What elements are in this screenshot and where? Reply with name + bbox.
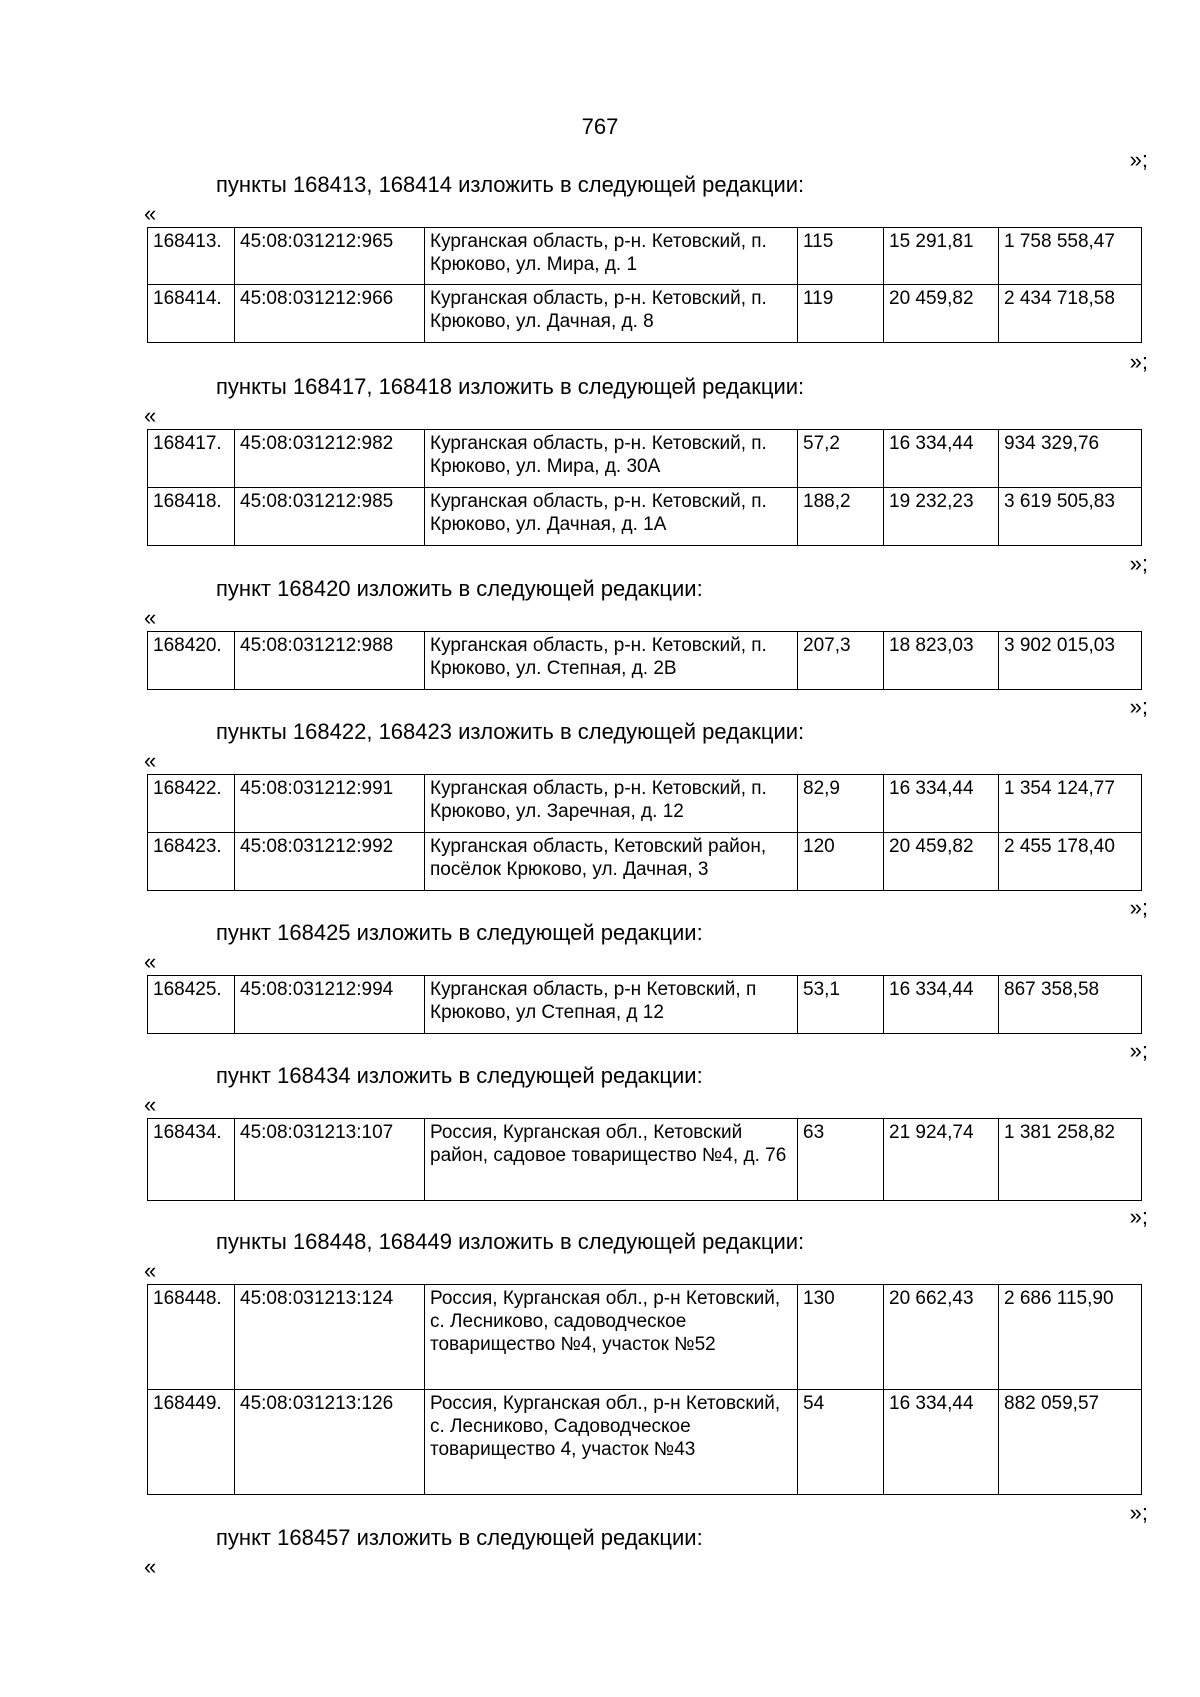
closing-quote: »;: [1129, 349, 1148, 374]
section-heading: пункт 168425 изложить в следующей редакции:: [216, 920, 703, 945]
area: 207,3: [798, 632, 884, 690]
table-row: [148, 833, 1142, 891]
address: Курганская область, Кетовский район, посёлок Крюково, ул. Дачная, 3: [425, 833, 798, 891]
page-number: 767: [581, 114, 619, 139]
row-number: 168420.: [148, 632, 235, 690]
section-heading: пункты 168422, 168423 изложить в следующей редакции:: [216, 719, 805, 744]
address: Россия, Курганская обл., р-н Кетовский, с. Лесниково, Садоводческое товарищество 4, участок №43: [425, 1390, 798, 1495]
rate: 19 232,23: [884, 488, 999, 546]
closing-quote: »;: [1129, 694, 1148, 719]
opening-quote: «: [144, 1092, 157, 1117]
opening-quote: «: [144, 201, 157, 226]
amendment-table: [147, 631, 1142, 690]
amendment-table: [147, 975, 1142, 1034]
rate: 18 823,03: [884, 632, 999, 690]
value: 867 358,58: [999, 976, 1142, 1034]
rate: 20 459,82: [884, 833, 999, 891]
value: 2 434 718,58: [999, 285, 1142, 343]
area: 120: [798, 833, 884, 891]
cadastral-number: 45:08:031213:124: [235, 1285, 425, 1390]
cadastral-number: 45:08:031212:982: [235, 430, 425, 488]
amendment-table: [147, 429, 1142, 546]
value: 3 902 015,03: [999, 632, 1142, 690]
section-heading: пункт 168434 изложить в следующей редакции:: [216, 1063, 703, 1088]
closing-quote: »;: [1129, 1204, 1148, 1229]
table-row: [148, 775, 1142, 833]
area: 119: [798, 285, 884, 343]
table-row: [148, 976, 1142, 1034]
row-number: 168449.: [148, 1390, 235, 1495]
value: 3 619 505,83: [999, 488, 1142, 546]
amendment-table: [147, 227, 1142, 343]
table-row: [148, 1390, 1142, 1495]
rate: 15 291,81: [884, 228, 999, 285]
area: 54: [798, 1390, 884, 1495]
rate: 16 334,44: [884, 976, 999, 1034]
amendment-table: [147, 774, 1142, 891]
cadastral-number: 45:08:031212:994: [235, 976, 425, 1034]
value: 882 059,57: [999, 1390, 1142, 1495]
closing-quote: »;: [1129, 551, 1148, 576]
table-row: [148, 488, 1142, 546]
section-heading: пункты 168448, 168449 изложить в следующей редакции:: [216, 1229, 805, 1254]
closing-quote: »;: [1129, 1500, 1148, 1525]
cadastral-number: 45:08:031212:988: [235, 632, 425, 690]
amendment-table: [147, 1118, 1142, 1201]
cadastral-number: 45:08:031212:985: [235, 488, 425, 546]
value: 2 686 115,90: [999, 1285, 1142, 1390]
rate: 16 334,44: [884, 775, 999, 833]
value: 1 758 558,47: [999, 228, 1142, 285]
rate: 21 924,74: [884, 1119, 999, 1201]
row-number: 168434.: [148, 1119, 235, 1201]
opening-quote: «: [144, 748, 157, 773]
table-row: [148, 1119, 1142, 1201]
row-number: 168417.: [148, 430, 235, 488]
table-row: [148, 228, 1142, 285]
opening-quote: «: [144, 949, 157, 974]
closing-quote: »;: [1129, 1038, 1148, 1063]
value: 1 354 124,77: [999, 775, 1142, 833]
cadastral-number: 45:08:031213:107: [235, 1119, 425, 1201]
cadastral-number: 45:08:031212:965: [235, 228, 425, 285]
row-number: 168423.: [148, 833, 235, 891]
area: 63: [798, 1119, 884, 1201]
rate: 16 334,44: [884, 430, 999, 488]
area: 57,2: [798, 430, 884, 488]
area: 53,1: [798, 976, 884, 1034]
row-number: 168425.: [148, 976, 235, 1034]
opening-quote: «: [144, 1258, 157, 1283]
row-number: 168413.: [148, 228, 235, 285]
address: Курганская область, р-н. Кетовский, п. Крюково, ул. Заречная, д. 12: [425, 775, 798, 833]
address: Курганская область, р-н. Кетовский, п. Крюково, ул. Мира, д. 30А: [425, 430, 798, 488]
address: Россия, Курганская обл., р-н Кетовский, с. Лесниково, садоводческое товарищество №4, участок №52: [425, 1285, 798, 1390]
row-number: 168418.: [148, 488, 235, 546]
value: 2 455 178,40: [999, 833, 1142, 891]
area: 188,2: [798, 488, 884, 546]
table-row: [148, 1285, 1142, 1390]
rate: 20 459,82: [884, 285, 999, 343]
address: Курганская область, р-н. Кетовский, п. Крюково, ул. Дачная, д. 8: [425, 285, 798, 343]
rate: 16 334,44: [884, 1390, 999, 1495]
row-number: 168414.: [148, 285, 235, 343]
section-heading: пункты 168417, 168418 изложить в следующей редакции:: [216, 374, 805, 399]
closing-quote: »;: [1129, 147, 1148, 172]
area: 115: [798, 228, 884, 285]
table-row: [148, 632, 1142, 690]
address: Курганская область, р-н. Кетовский, п. Крюково, ул. Дачная, д. 1А: [425, 488, 798, 546]
amendment-table: [147, 1284, 1142, 1495]
table-row: [148, 430, 1142, 488]
opening-quote: «: [144, 1554, 157, 1579]
value: 1 381 258,82: [999, 1119, 1142, 1201]
address: Курганская область, р-н. Кетовский, п. Крюково, ул. Мира, д. 1: [425, 228, 798, 285]
address: Россия, Курганская обл., Кетовский район, садовое товарищество №4, д. 76: [425, 1119, 798, 1201]
row-number: 168448.: [148, 1285, 235, 1390]
cadastral-number: 45:08:031212:992: [235, 833, 425, 891]
address: Курганская область, р-н Кетовский, п Крюково, ул Степная, д 12: [425, 976, 798, 1034]
rate: 20 662,43: [884, 1285, 999, 1390]
opening-quote: «: [144, 403, 157, 428]
cadastral-number: 45:08:031213:126: [235, 1390, 425, 1495]
area: 82,9: [798, 775, 884, 833]
cadastral-number: 45:08:031212:991: [235, 775, 425, 833]
address: Курганская область, р-н. Кетовский, п. Крюково, ул. Степная, д. 2В: [425, 632, 798, 690]
row-number: 168422.: [148, 775, 235, 833]
cadastral-number: 45:08:031212:966: [235, 285, 425, 343]
section-heading: пункт 168420 изложить в следующей редакции:: [216, 576, 703, 601]
value: 934 329,76: [999, 430, 1142, 488]
section-heading: пункт 168457 изложить в следующей редакции:: [216, 1525, 703, 1550]
closing-quote: »;: [1129, 895, 1148, 920]
section-heading: пункты 168413, 168414 изложить в следующей редакции:: [216, 172, 805, 197]
area: 130: [798, 1285, 884, 1390]
table-row: [148, 285, 1142, 343]
opening-quote: «: [144, 605, 157, 630]
